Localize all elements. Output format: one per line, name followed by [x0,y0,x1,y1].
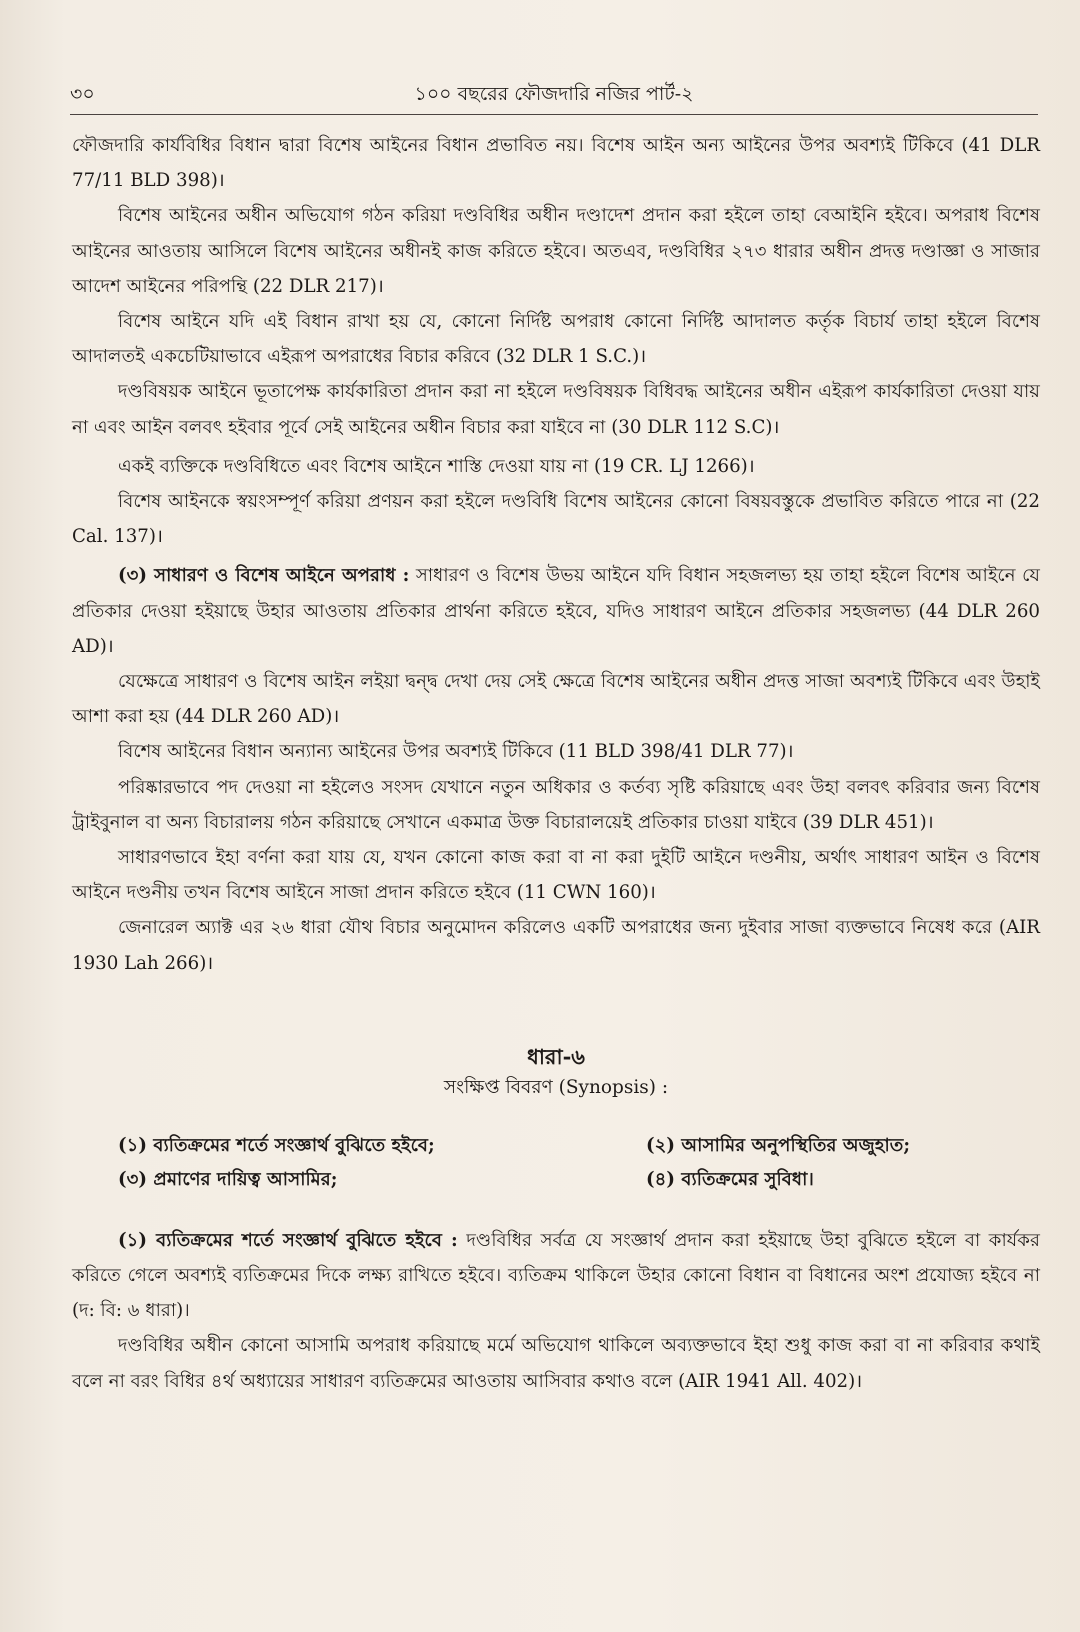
section-3-paragraph [72,558,1040,664]
running-title: ১০০ বছরের ফৌজদারি নজির পার্ট-২ [414,83,694,105]
paragraph: যেক্ষেত্রে সাধারণ ও বিশেষ আইন লইয়া দ্বন্দ্ব দেখা দেয় সেই ক্ষেত্রে বিশেষ আইনের অধীন প্রদত্ত সাজা অবশ্যই টিকিবে এবং উহাই আশা করা হয় (44 DLR 260 AD)। [72,671,1040,728]
paragraph: বিশেষ আইনের অধীন অভিযোগ গঠন করিয়া দণ্ডবিধির অধীন দণ্ডাদেশ প্রদান করা হইলে তাহা বেআইনি হইবে। অপরাধ বিশেষ আইনের আওতায় আসিলে বিশেষ আইনের অধীনই কাজ করিতে হইবে। অতএব, দণ্ডবিধির ২৭৩ ধারার অধীন প্রদত্ত দণ্ডাজ্ঞা ও সাজার আদেশ আইনের পরিপন্থি (22 DLR 217)। [72,205,1040,297]
page-header [70,80,1038,115]
section-6-title: ধারা-৬ [527,1043,585,1069]
synopsis-item: (৩) প্রমাণের দায়িত্ব আসামির; [118,1168,338,1190]
synopsis-item: (৪) ব্যতিক্রমের সুবিধা। [646,1168,814,1190]
synopsis-item: (২) আসামির অনুপস্থিতির অজুহাত; [646,1134,911,1156]
paragraph: দণ্ডবিধির অধীন কোনো আসামি অপরাধ করিয়াছে মর্মে অভিযোগ থাকিলে অব্যক্তভাবে ইহা শুধু কাজ করা বা না করিবার কথাই বলে না বরং বিধির ৪র্থ অধ্যায়ের সাধারণ ব্যতিক্রমের আওতায় আসিবার কথাও বলে (AIR 1941 All. 402)। [72,1335,1040,1392]
page-number: ৩০ [70,83,95,105]
paragraph: সাধারণভাবে ইহা বর্ণনা করা যায় যে, যখন কোনো কাজ করা বা না করা দুইটি আইনে দণ্ডনীয়, অর্থাৎ সাধারণ আইন ও বিশেষ আইনে দণ্ডনীয় তখন বিশেষ আইনে সাজা প্রদান করিতে হইবে (11 CWN 160)। [72,847,1040,904]
synopsis-item: (১) ব্যতিক্রমের শর্তে সংজ্ঞার্থ বুঝিতে হইবে; [118,1134,435,1156]
paragraph: দণ্ডবিষয়ক আইনে ভূতাপেক্ষ কার্যকারিতা প্রদান করা না হইলে দণ্ডবিষয়ক বিধিবদ্ধ আইনের অধীন এইরূপ কার্যকারিতা দেওয়া যায় না এবং আইন বলবৎ হইবার পূর্বে সেই আইনের অধীন বিচার করা যাইবে না (30 DLR 112 S.C)। [72,381,1040,438]
section-6-1-heading: (১) ব্যতিক্রমের শর্তে সংজ্ঞার্থ বুঝিতে হইবে : [118,1229,458,1251]
paragraph: পরিষ্কারভাবে পদ দেওয়া না হইলেও সংসদ যেখানে নতুন অধিকার ও কর্তব্য সৃষ্টি করিয়াছে এবং উহা বলবৎ করিবার জন্য বিশেষ ট্রাইবুনাল বা অন্য বিচারালয় গঠন করিয়াছে সেখানে একমাত্র উক্ত বিচারালয়েই প্রতিকার চাওয়া যাইবে (39 DLR 451)। [72,776,1040,833]
synopsis-list [72,1129,1040,1197]
section-3-text: সাধারণ ও বিশেষ উভয় আইনে যদি বিধান সহজলভ্য হয় তাহা হইলে বিশেষ আইনে যে প্রতিকার দেওয়া হইয়াছে উহার আওতায় প্রতিকার প্রার্থনা করিতে হইবে, যদিও সাধারণ আইনে প্রতিকার সহজলভ্য (44 DLR 260 AD)। [72,565,1041,657]
paragraph: বিশেষ আইনকে স্বয়ংসম্পূর্ণ করিয়া প্রণয়ন করা হইলে দণ্ডবিধি বিশেষ আইনের কোনো বিষয়বস্তুকে প্রভাবিত করিতে পারে না (22 Cal. 137)। [72,491,1040,548]
synopsis-title: সংক্ষিপ্ত বিবরণ (Synopsis) : [443,1076,669,1098]
paragraph: বিশেষ আইনে যদি এই বিধান রাখা হয় যে, কোনো নির্দিষ্ট অপরাধ কোনো নির্দিষ্ট আদালত কর্তৃক বিচার্য তাহা হইলে বিশেষ আদালতই একচেটিয়াভাবে এইরূপ অপরাধের বিচার করিবে (32 DLR 1 S.C.)। [72,311,1040,368]
page-body [72,128,1040,1399]
paragraph: একই ব্যক্তিকে দণ্ডবিধিতে এবং বিশেষ আইনে শাস্তি দেওয়া যায় না (19 CR. LJ 1266)। [118,455,755,477]
paragraph: জেনারেল অ্যাক্ট এর ২৬ ধারা যৌথ বিচার অনুমোদন করিলেও একটি অপরাধের জন্য দুইবার সাজা ব্যক্তভাবে নিষেধ করে (AIR 1930 Lah 266)। [72,917,1040,974]
section-6-1-text: দণ্ডবিধির সর্বত্র যে সংজ্ঞার্থ প্রদান করা হইয়াছে উহা বুঝিতে হইলে বা কার্যকর করিতে গেলে অবশ্যই ব্যতিক্রমের দিকে লক্ষ্য রাখিতে হইবে। ব্যতিক্রম থাকিলে উহার কোনো বিধান বা বিধানের অংশ প্রযোজ্য হইবে না (দ: বি: ৬ ধারা)। [72,1229,1040,1322]
paragraph: ফৌজদারি কার্যবিধির বিধান দ্বারা বিশেষ আইনের বিধান প্রভাবিত নয়। বিশেষ আইন অন্য আইনের উপর অবশ্যই টিকিবে (41 DLR 77/11 BLD 398)। [72,135,1040,192]
section-6-1-paragraph [72,1223,1040,1329]
paragraph: বিশেষ আইনের বিধান অন্যান্য আইনের উপর অবশ্যই টিকিবে (11 BLD 398/41 DLR 77)। [118,741,794,763]
section-3-heading: (৩) সাধারণ ও বিশেষ আইনে অপরাধ : [118,565,410,587]
